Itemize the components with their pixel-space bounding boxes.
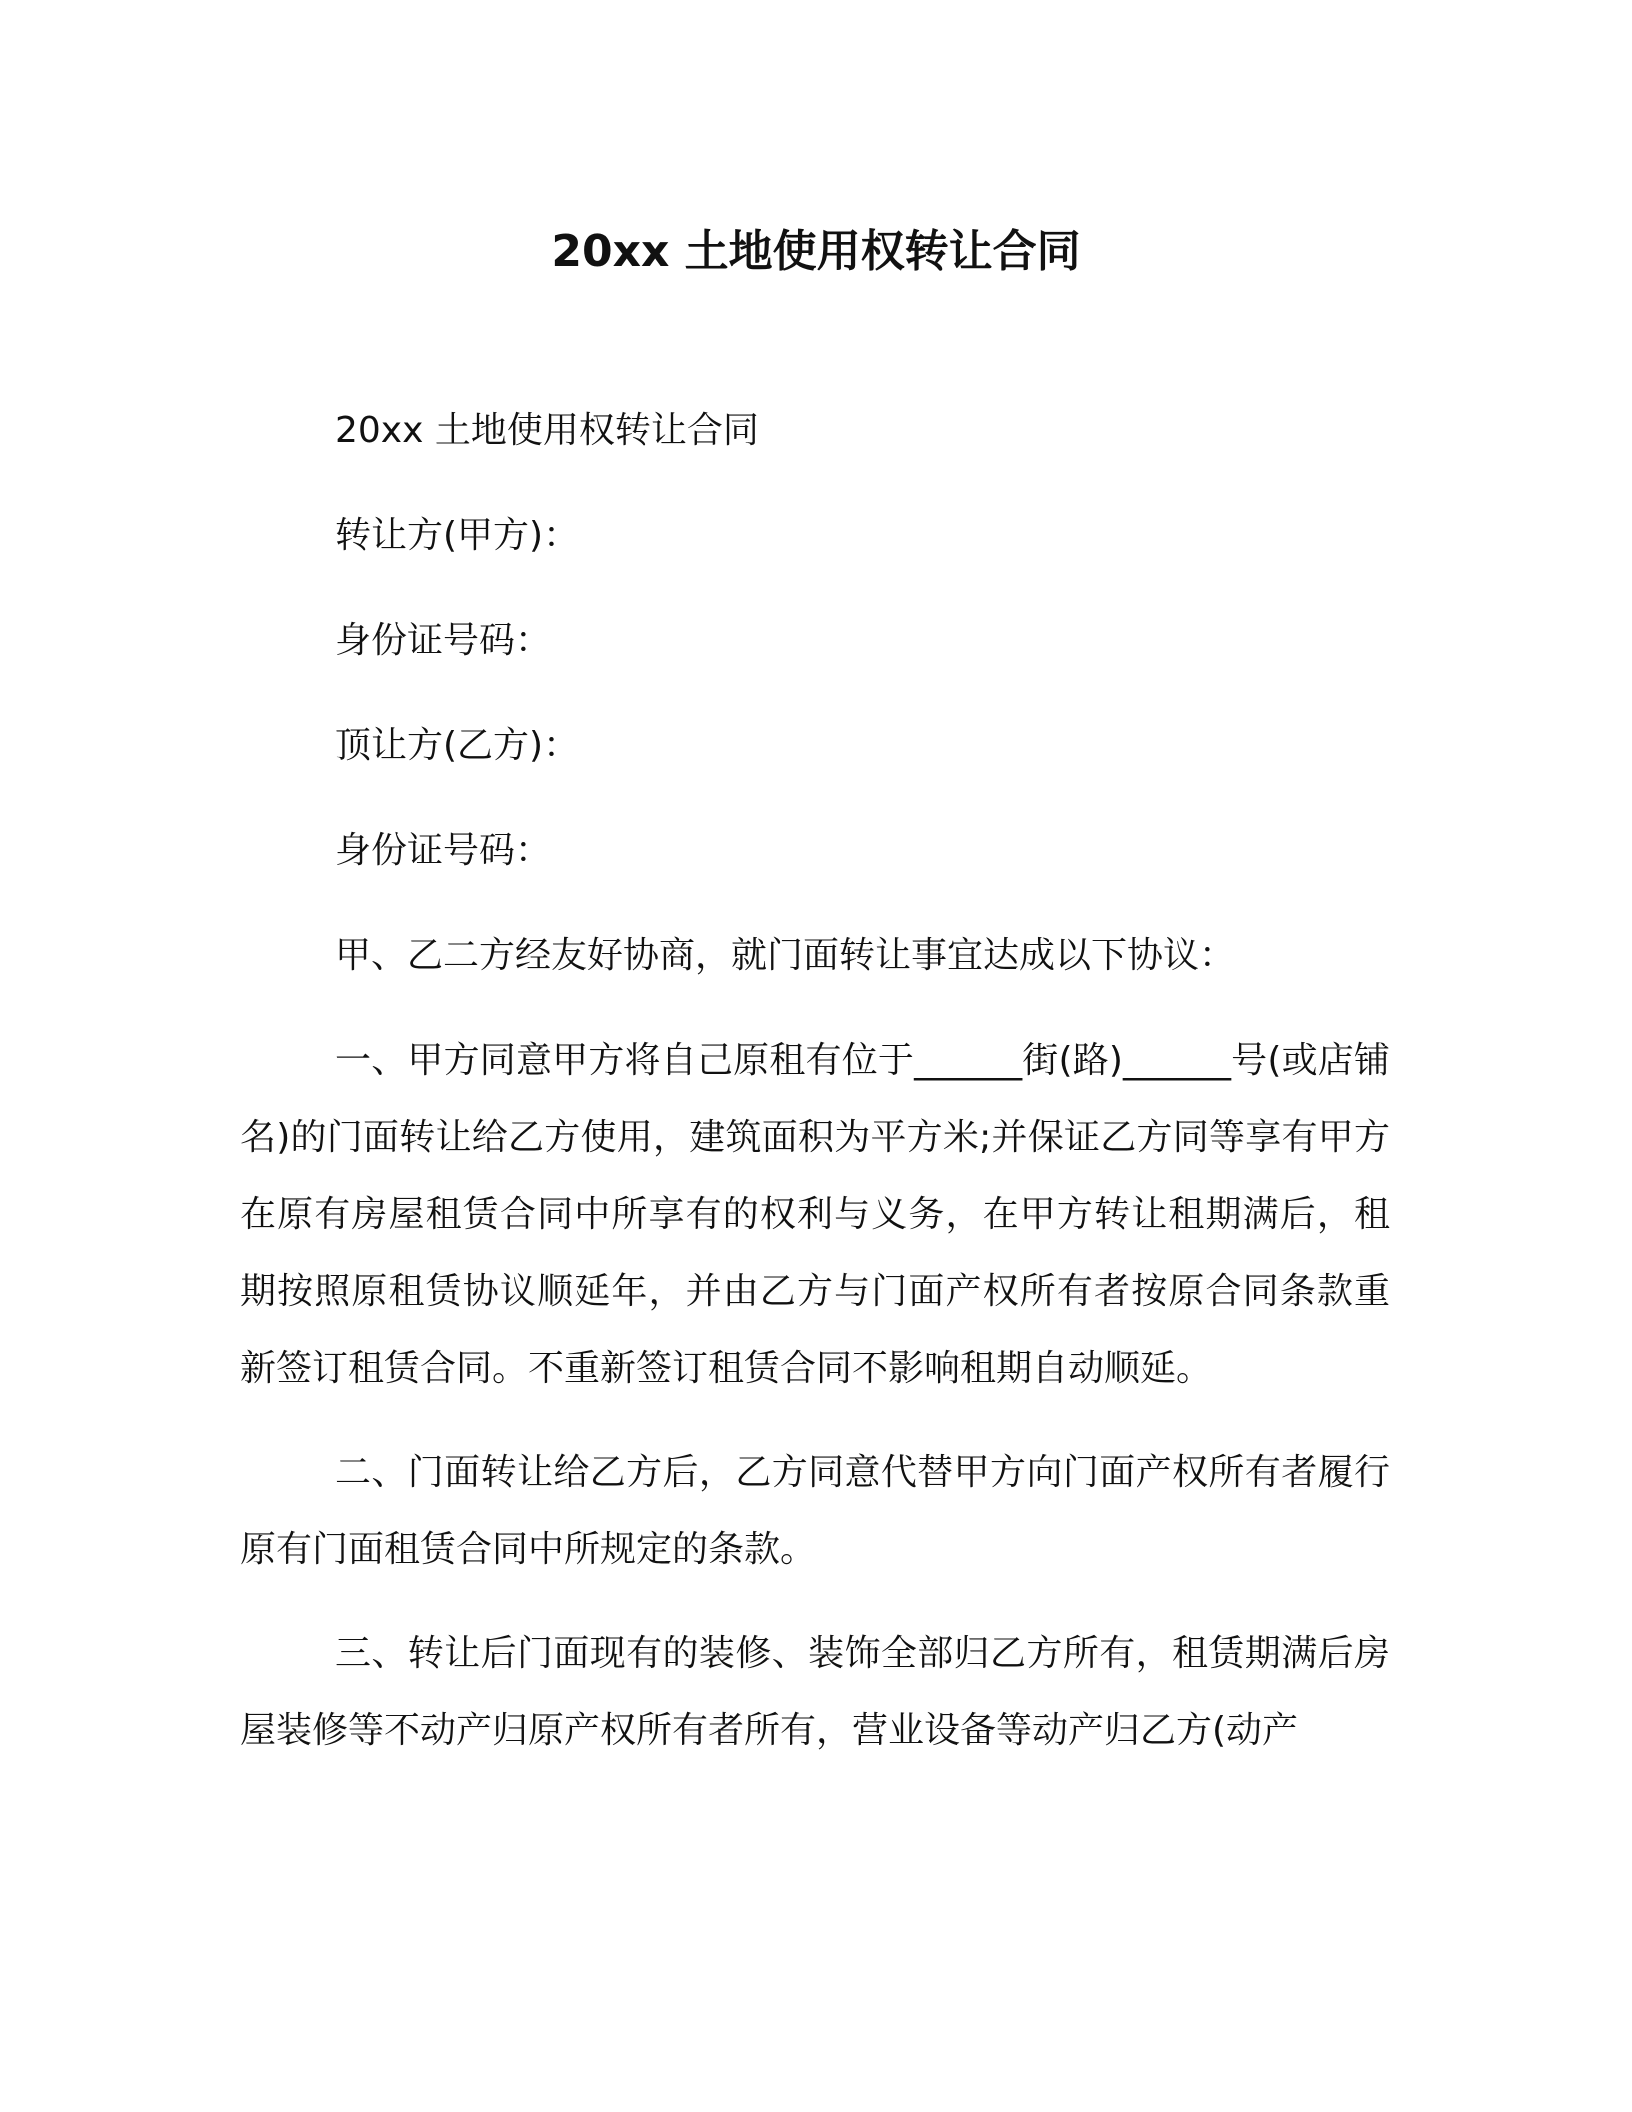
transferee-field: 顶让方(乙方)： — [335, 725, 580, 766]
transferor-field: 转让方(甲方)： — [335, 515, 580, 556]
transferee-id-field: 身份证号码： — [335, 830, 552, 871]
clause-1: 一、甲方同意甲方将自己原租有位于______街(路)______号(或店铺名)的门面转让给乙方使用，建筑面积为平方米;并保证乙方同等享有甲方在原有房屋租赁合同中所享有的权利与义务，在甲方转让租期满后，租期按照原租赁协议顺延年，并由乙方与门面产权所有者按原合同条款重新签订租赁合同。不重新签订租赁合同不影响租期自动顺延。 — [240, 1040, 1390, 1389]
clause-2: 二、门面转让给乙方后，乙方同意代替甲方向门面产权所有者履行原有门面租赁合同中所规定的条款。 — [240, 1452, 1390, 1570]
clause-3: 三、转让后门面现有的装修、装饰全部归乙方所有，租赁期满后房屋装修等不动产归原产权所有者所有，营业设备等动产归乙方(动产 — [240, 1633, 1390, 1751]
document-body — [240, 392, 1390, 1796]
document-subtitle: 20xx 土地使用权转让合同 — [335, 410, 759, 451]
document-title: 20xx 土地使用权转让合同 — [551, 226, 1081, 277]
transferor-id-field: 身份证号码： — [335, 620, 552, 661]
agreement-intro: 甲、乙二方经友好协商，就门面转让事宜达成以下协议： — [335, 935, 1236, 976]
